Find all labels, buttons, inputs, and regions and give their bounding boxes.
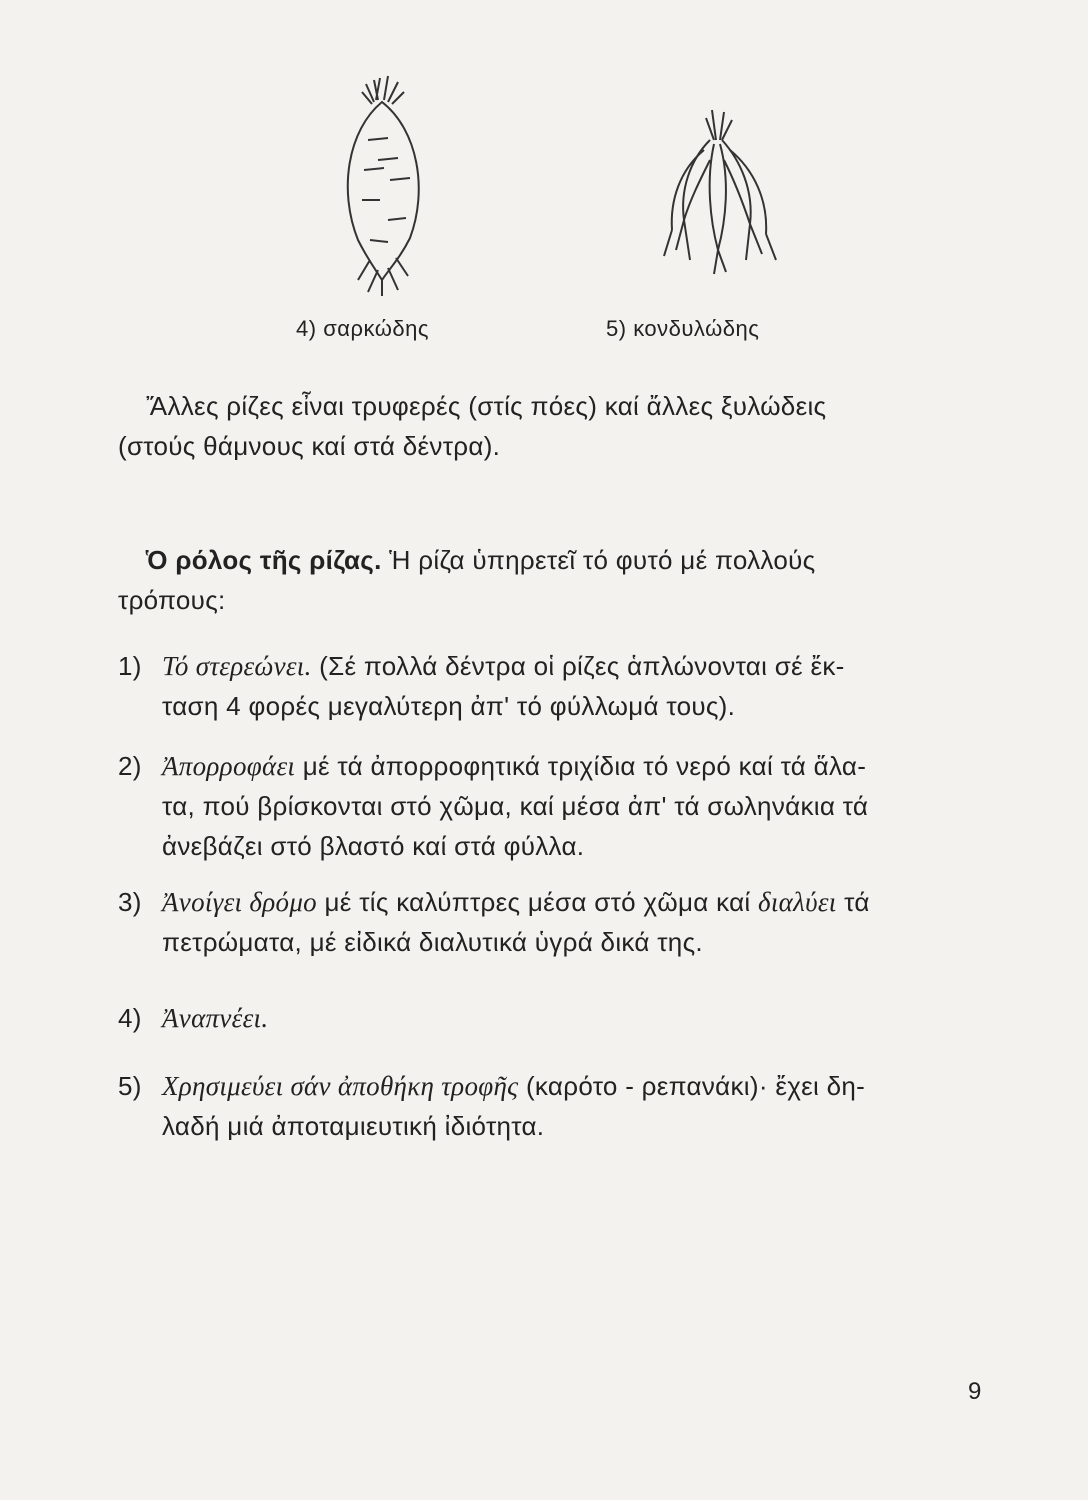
list-item-italic: Χρησιμεύει σάν ἀποθήκη τροφῆς: [162, 1071, 519, 1101]
list-item-text: (καρότο - ρεπανάκι)· ἔχει δη-: [518, 1071, 866, 1101]
list-item: [118, 1066, 988, 1146]
paragraph-root-role: [118, 540, 988, 620]
page-number: 9: [968, 1378, 982, 1405]
fleshy-root-illustration: [318, 70, 448, 300]
list-item-continuation: λαδή μιά ἀποταμιευτική ἰδιότητα.: [162, 1111, 545, 1141]
list-item-italic: Ἀναπνέει.: [162, 1003, 269, 1033]
list-item-continuation: ταση 4 φορές μεγαλύτερη ἀπ' τό φύλλωμά τους).: [162, 691, 736, 721]
figure-number: 4): [296, 316, 317, 341]
paragraph-line: Ἄλλες ρίζες εἶναι τρυφερές (στίς πόες) καί ἄλλες ξυλώδεις: [146, 391, 827, 421]
tuberous-root-illustration: [650, 100, 790, 280]
list-item-italic: Ἀνοίγει δρόμο: [162, 887, 317, 917]
list-item-text: τά: [836, 887, 870, 917]
list-item-continuation: ἀνεβάζει στό βλαστό καί στά φύλλα.: [162, 831, 585, 861]
list-item-continuation: πετρώματα, μέ εἰδικά διαλυτικά ὑγρά δικά της.: [162, 927, 703, 957]
figure-caption-text: κονδυλώδης: [633, 316, 760, 341]
paragraph-root-types: [118, 386, 988, 466]
paragraph-line: (στούς θάμνους καί στά δέντρα).: [118, 431, 501, 461]
list-item: [118, 746, 988, 866]
list-item-text: μέ τά ἀπορροφητικά τριχίδια τό νερό καί τά ἅλα-: [295, 751, 867, 781]
list-item-italic: Τό στερεώνει.: [162, 651, 312, 681]
section-heading: Ὁ ρόλος τῆς ρίζας.: [146, 545, 382, 575]
figure-caption-text: σαρκώδης: [323, 316, 429, 341]
list-item-italic: διαλύει: [758, 887, 837, 917]
paragraph-line: τρόπους:: [118, 585, 226, 615]
list-item-text: μέ τίς καλύπτρες μέσα στό χῶμα καί: [316, 887, 759, 917]
list-item-continuation: τα, πού βρίσκονται στό χῶμα, καί μέσα ἀπ' τά σωληνάκια τά: [162, 791, 869, 821]
list-item: [118, 882, 988, 962]
list-item-text: (Σέ πολλά δέντρα οἱ ρίζες ἁπλώνονται σέ ἔκ-: [311, 651, 845, 681]
list-item: [118, 646, 988, 726]
paragraph-text: Ἡ ρίζα ὑπηρετεῖ τό φυτό μέ πολλούς: [389, 545, 816, 575]
list-item-number: 4): [118, 1003, 142, 1033]
figure-caption-tuberous: [606, 316, 759, 342]
figure-caption-fleshy: [296, 316, 429, 342]
list-item-italic: Ἀπορροφάει: [162, 751, 296, 781]
list-item-number: 2): [118, 751, 142, 781]
list-item: [118, 998, 988, 1038]
list-item-number: 3): [118, 887, 142, 917]
figure-number: 5): [606, 316, 627, 341]
list-item-number: 5): [118, 1071, 142, 1101]
list-item-number: 1): [118, 651, 142, 681]
